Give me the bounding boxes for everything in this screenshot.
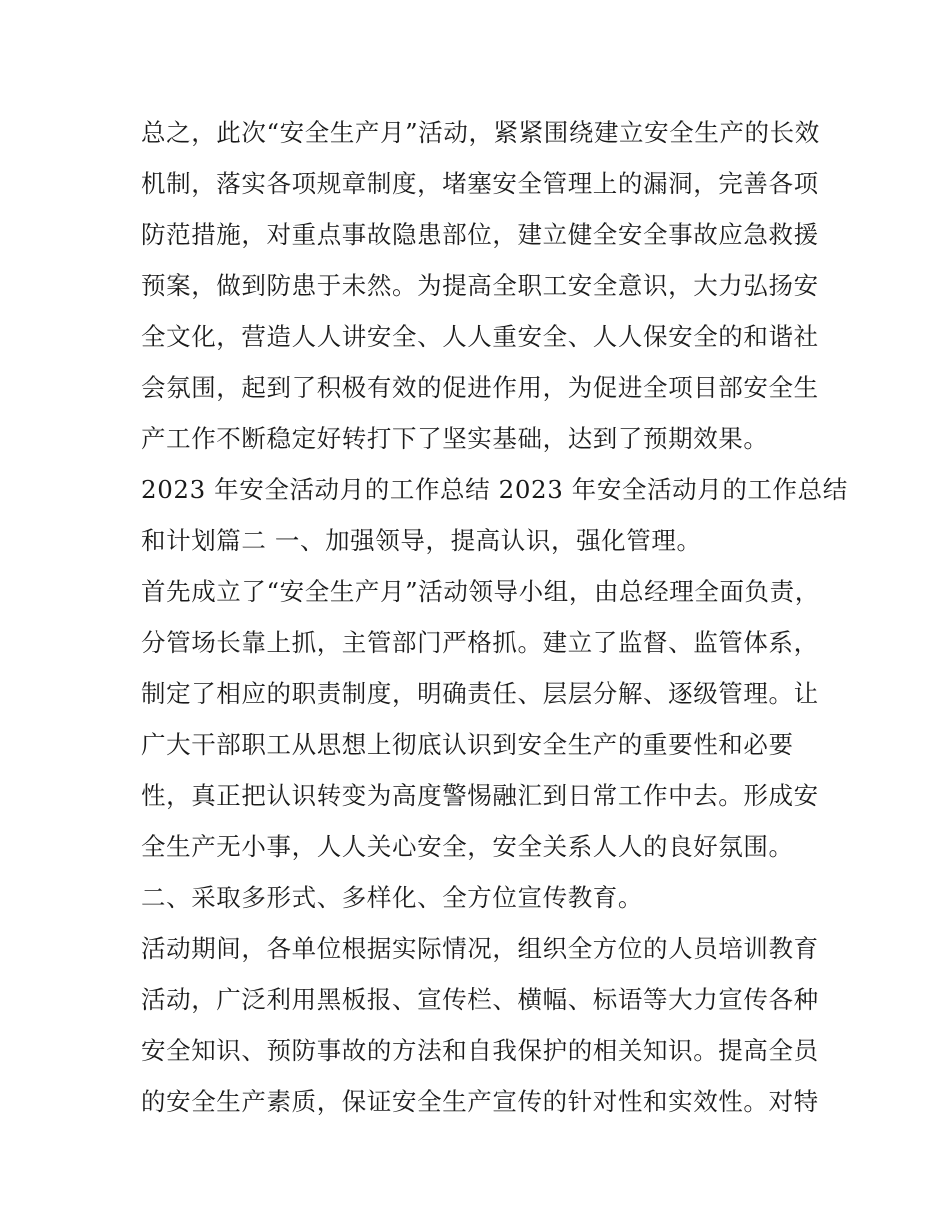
text-line: 全生产无小事，人人关心安全，安全关系人人的良好氛围。	[141, 832, 794, 861]
text-line: 机制，落实各项规章制度，堵塞安全管理上的漏洞，完善各项	[141, 169, 819, 198]
text-line: 分管场长靠上抓，主管部门严格抓。建立了监督、监管体系，	[141, 628, 819, 657]
text-line: 总之，此次“安全生产月”活动，紧紧围绕建立安全生产的长效	[141, 118, 820, 147]
text-line: 安全知识、预防事故的方法和自我保护的相关知识。提高全员	[141, 1036, 819, 1065]
text-line: 广大干部职工从思想上彻底认识到安全生产的重要性和必要	[141, 730, 794, 759]
text-line: 产工作不断稳定好转打下了坚实基础，达到了预期效果。	[141, 424, 769, 453]
text-line: 性，真正把认识转变为高度警惕融汇到日常工作中去。形成安	[141, 781, 819, 810]
text-line: 和计划篇二 一、加强领导，提高认识，强化管理。	[141, 526, 702, 555]
text-line: 首先成立了“安全生产月”活动领导小组，由总经理全面负责，	[141, 577, 820, 606]
text-line: 防范措施，对重点事故隐患部位，建立健全安全事故应急救援	[141, 220, 819, 249]
text-line: 全文化，营造人人讲安全、人人重安全、人人保安全的和谐社	[141, 322, 819, 351]
text-line: 2023 年安全活动月的工作总结 2023 年安全活动月的工作总结	[141, 475, 848, 504]
text-line: 活动，广泛利用黑板报、宣传栏、横幅、标语等大力宣传各种	[141, 985, 819, 1014]
text-line: 的安全生产素质，保证安全生产宣传的针对性和实效性。对特	[141, 1087, 819, 1116]
text-line: 二、采取多形式、多样化、全方位宣传教育。	[141, 883, 643, 912]
document-body	[141, 107, 848, 1127]
text-line: 会氛围，起到了积极有效的促进作用，为促进全项目部安全生	[141, 373, 819, 402]
text-line: 预案，做到防患于未然。为提高全职工安全意识，大力弘扬安	[141, 271, 819, 300]
text-line: 活动期间，各单位根据实际情况，组织全方位的人员培训教育	[141, 934, 819, 963]
text-line: 制定了相应的职责制度，明确责任、层层分解、逐级管理。让	[141, 679, 819, 708]
